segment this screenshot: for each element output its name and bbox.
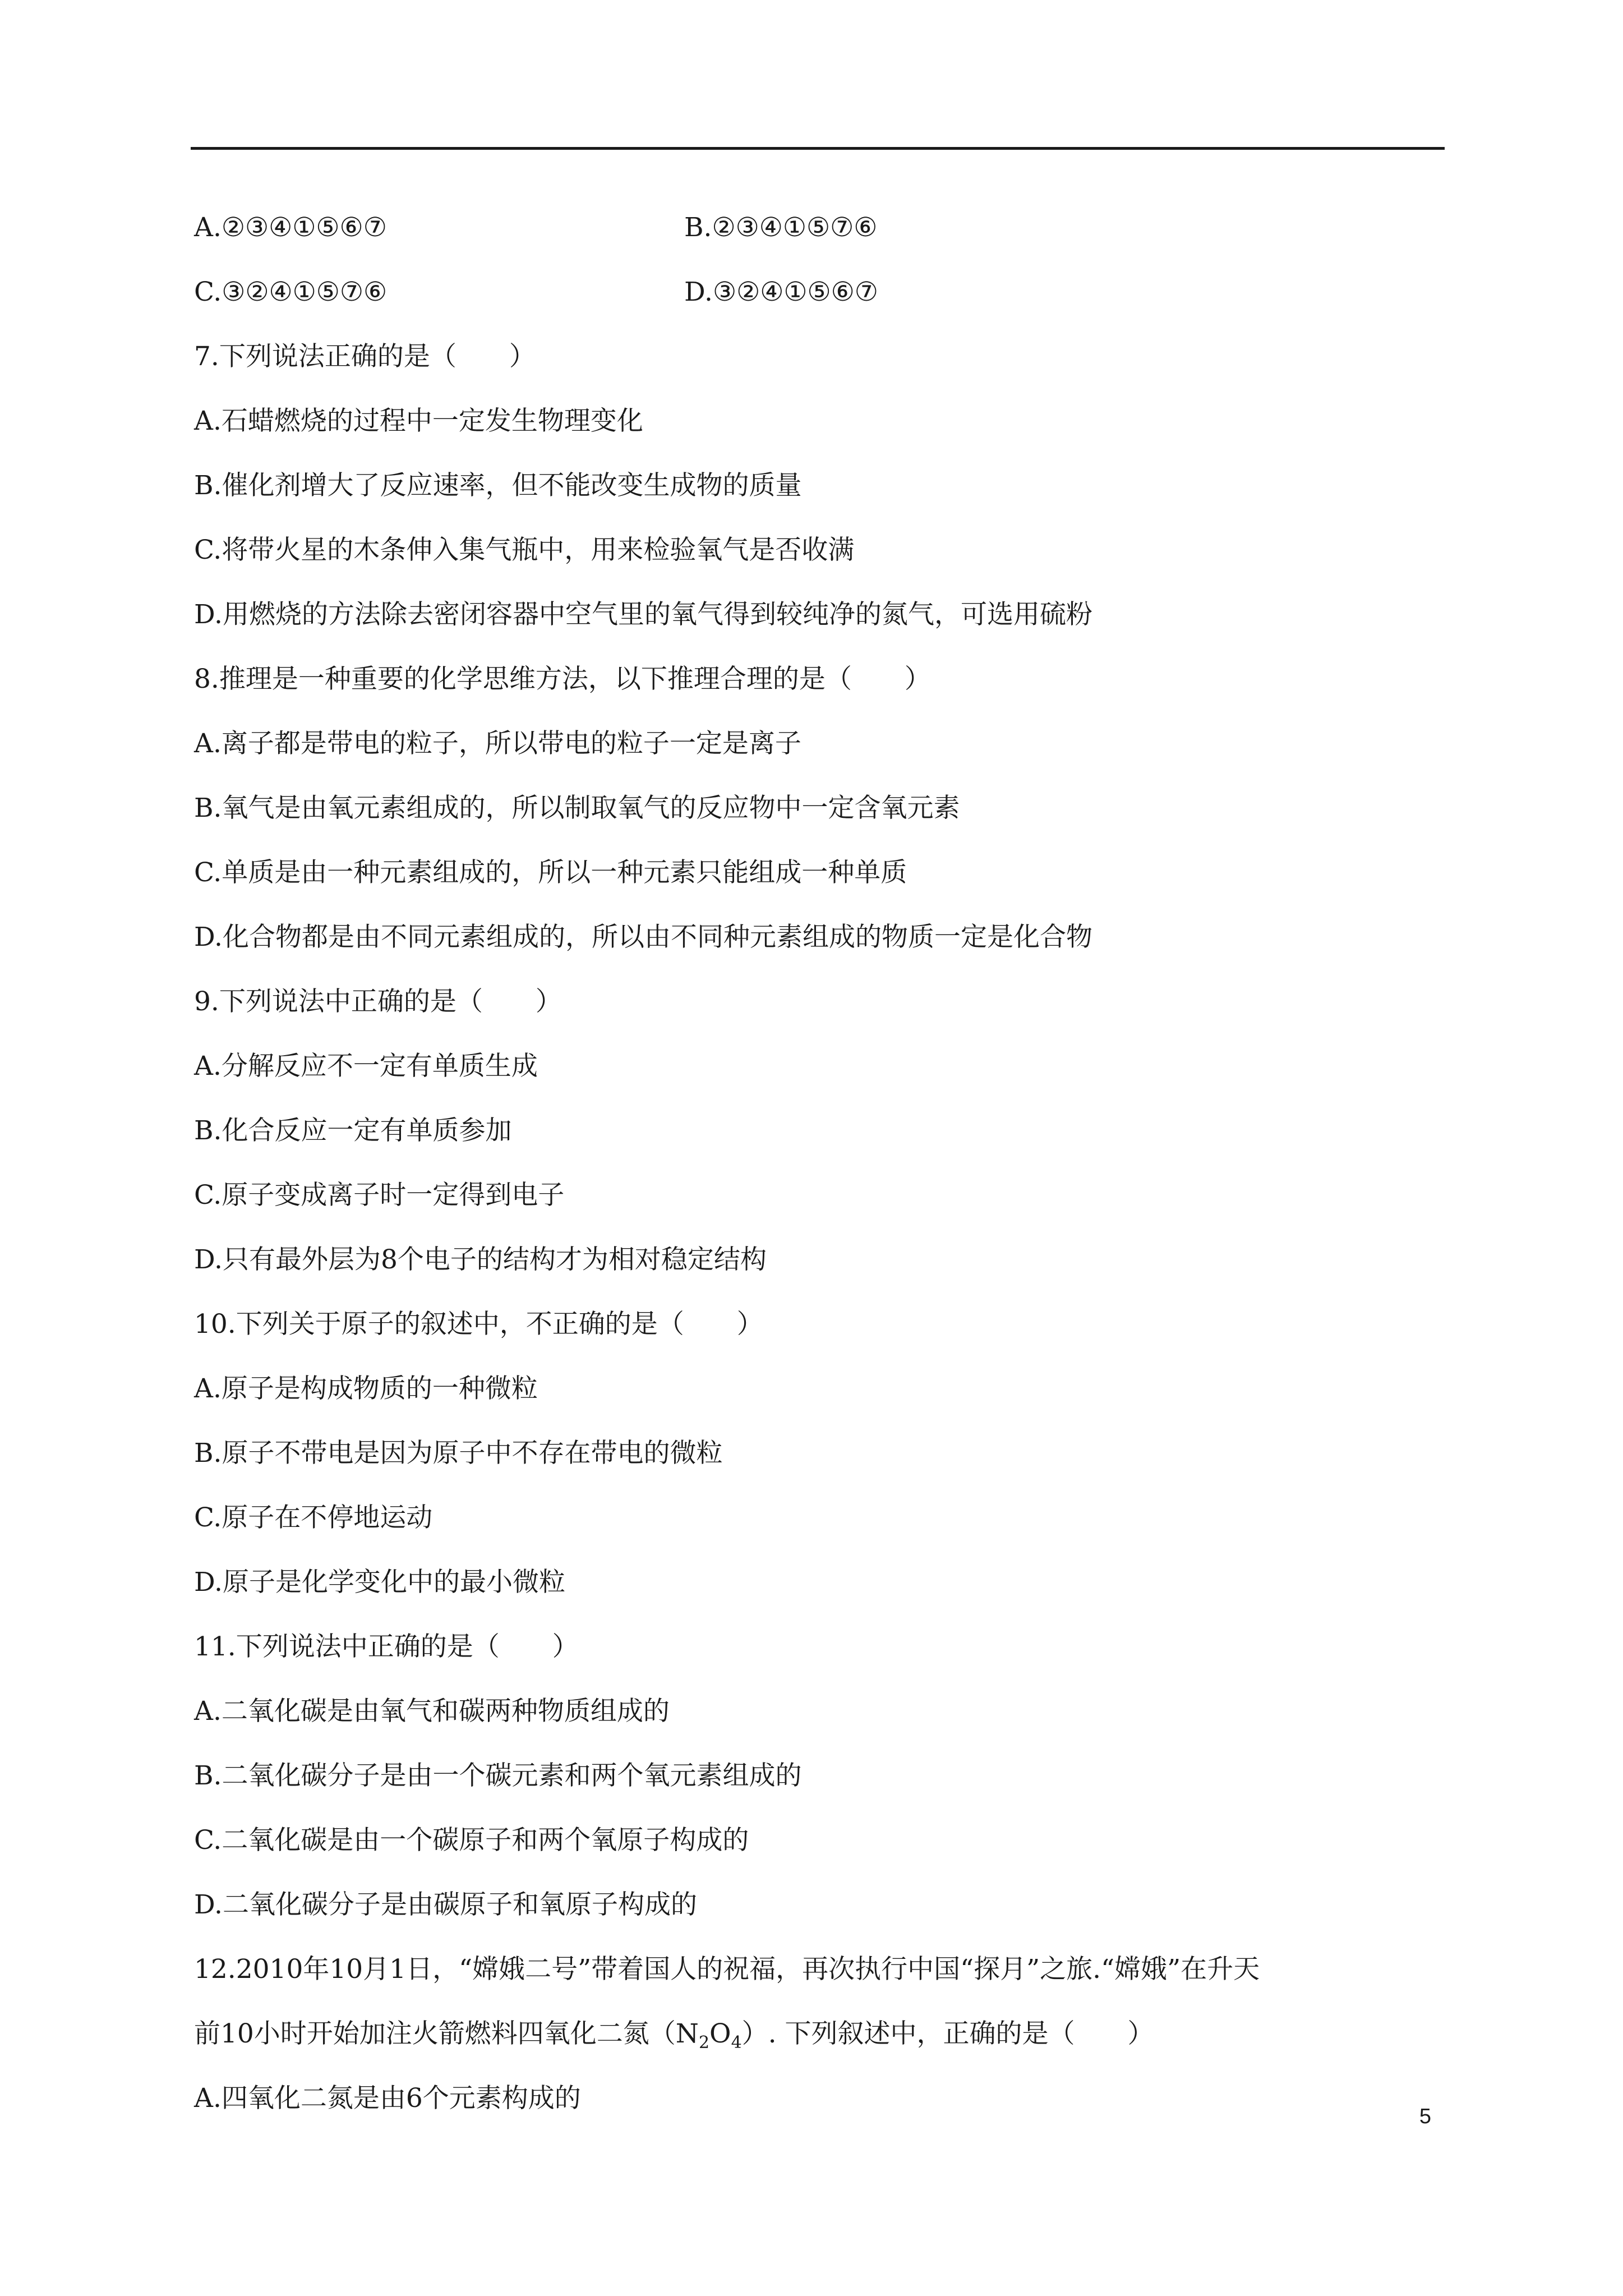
formula-subscript-2: 2 — [698, 2033, 710, 2053]
q12-stem-line-2 — [194, 2014, 1445, 2078]
page-content — [194, 208, 1445, 2143]
q12-stem-line-1: 12.2010年10月1日，“嫦娥二号”带着国人的祝福，再次执行中国“探月”之旅.“嫦娥”在升天 — [194, 1954, 1260, 1985]
q6-options-row-2 — [194, 272, 1445, 337]
formula-oxygen: O — [709, 2018, 731, 2049]
q6-option-c: C.③②④①⑤⑦⑥ — [194, 277, 388, 307]
q12-stem-text-after: ）. 下列叙述中，正确的是（ ） — [741, 2018, 1154, 2049]
header-rule — [191, 147, 1445, 150]
q8-option-d: D.化合物都是由不同元素组成的，所以由不同种元素组成的物质一定是化合物 — [194, 922, 1092, 953]
q8-option-c: C.单质是由一种元素组成的，所以一种元素只能组成一种单质 — [194, 857, 907, 888]
q7-option-c: C.将带火星的木条伸入集气瓶中，用来检验氧气是否收满 — [194, 535, 855, 565]
q6-option-b: B.②③④①⑤⑦⑥ — [684, 212, 878, 243]
page-number: 5 — [1419, 2105, 1431, 2128]
q10-stem: 10.下列关于原子的叙述中，不正确的是（ ） — [194, 1309, 763, 1340]
q11-option-b: B.二氧化碳分子是由一个碳元素和两个氧元素组成的 — [194, 1760, 802, 1791]
q9-option-b: B.化合反应一定有单质参加 — [194, 1115, 512, 1146]
q12-block — [194, 1949, 1445, 2143]
q7-option-a: A.石蜡燃烧的过程中一定发生物理变化 — [194, 406, 643, 436]
q9-option-c: C.原子变成离子时一定得到电子 — [194, 1180, 565, 1211]
q7-option-b: B.催化剂增大了反应速率，但不能改变生成物的质量 — [194, 470, 802, 501]
q10-option-c: C.原子在不停地运动 — [194, 1502, 433, 1533]
q11-option-a: A.二氧化碳是由氧气和碳两种物质组成的 — [194, 1696, 670, 1727]
q6-option-a: A.②③④①⑤⑥⑦ — [194, 212, 387, 243]
q6-option-d: D.③②④①⑤⑥⑦ — [684, 277, 878, 307]
q11-option-c: C.二氧化碳是由一个碳原子和两个氧原子构成的 — [194, 1825, 749, 1856]
q8-option-b: B.氧气是由氧元素组成的，所以制取氧气的反应物中一定含氧元素 — [194, 793, 960, 823]
formula-subscript-4: 4 — [731, 2033, 742, 2053]
q6-options-row-1 — [194, 208, 1445, 272]
q10-option-a: A.原子是构成物质的一种微粒 — [194, 1373, 538, 1404]
q8-option-a: A.离子都是带电的粒子，所以带电的粒子一定是离子 — [194, 728, 801, 759]
q11-option-d: D.二氧化碳分子是由碳原子和氧原子构成的 — [194, 1889, 697, 1920]
q11-stem: 11.下列说法中正确的是（ ） — [194, 1631, 579, 1662]
q9-stem: 9.下列说法中正确的是（ ） — [194, 986, 562, 1017]
q10-option-d: D.原子是化学变化中的最小微粒 — [194, 1567, 565, 1598]
q9-option-d: D.只有最外层为8个电子的结构才为相对稳定结构 — [194, 1244, 767, 1275]
q7-option-d: D.用燃烧的方法除去密闭容器中空气里的氧气得到较纯净的氮气，可选用硫粉 — [194, 599, 1092, 630]
q10-option-b: B.原子不带电是因为原子中不存在带电的微粒 — [194, 1438, 723, 1469]
q8-stem: 8.推理是一种重要的化学思维方法，以下推理合理的是（ ） — [194, 664, 931, 694]
q12-stem-text-before: 前10小时开始加注火箭燃料四氧化二氮（N — [194, 2018, 699, 2049]
q7-stem: 7.下列说法正确的是（ ） — [194, 341, 536, 372]
q9-option-a: A.分解反应不一定有单质生成 — [194, 1051, 538, 1082]
q12-option-a: A.四氧化二氮是由6个元素构成的 — [194, 2083, 581, 2114]
